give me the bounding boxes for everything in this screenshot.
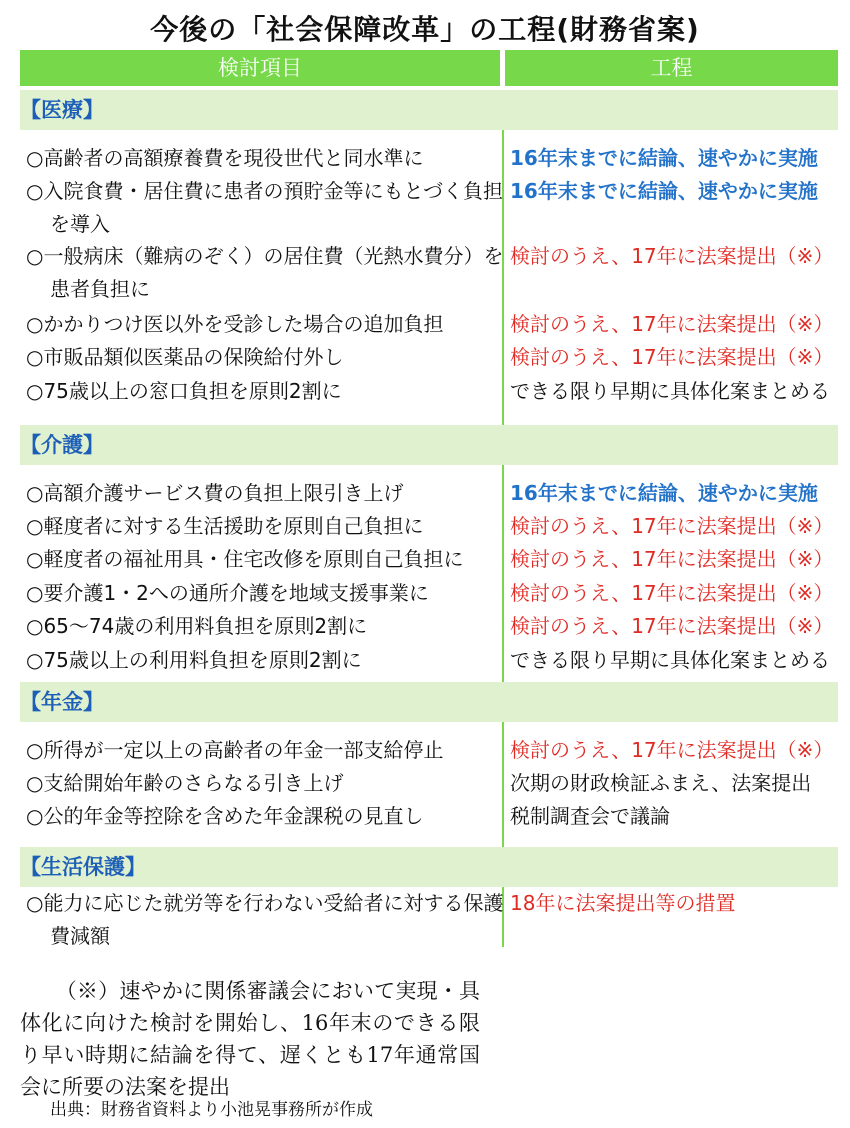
item-text: ○軽度者に対する生活援助を原則自己負担に [26, 514, 424, 538]
schedule-text: 18年に法案提出等の措置 [510, 891, 736, 915]
schedule-text: 検討のうえ、17年に法案提出（※） [510, 345, 834, 369]
schedule-text: できる限り早期に具体化案まとめる [510, 648, 830, 672]
item-text: ○市販品類似医薬品の保険給付外し [26, 345, 344, 369]
header-schedule: 工程 [505, 50, 838, 86]
item-text: ○軽度者の福祉用具・住宅改修を原則自己負担に [26, 547, 464, 571]
item-text: ○75歳以上の利用料負担を原則2割に [26, 648, 362, 672]
item-text: ○高額介護サービス費の負担上限引き上げ [26, 481, 404, 505]
item-text: ○公的年金等控除を含めた年金課税の見直し [26, 804, 424, 828]
item-text: ○要介護1・2への通所介護を地域支援事業に [26, 581, 429, 605]
item-text: ○65～74歳の利用料負担を原則2割に [26, 614, 368, 638]
schedule-text: 検討のうえ、17年に法案提出（※） [510, 581, 834, 605]
item-text: ○入院食費・居住費に患者の預貯金等にもとづく負担を導入 [26, 179, 504, 236]
item-text: ○支給開始年齢のさらなる引き上げ [26, 771, 344, 795]
schedule-text: 次期の財政検証ふまえ、法案提出 [510, 771, 812, 795]
item-text: ○かかりつけ医以外を受診した場合の追加負担 [26, 312, 444, 336]
schedule-text: 検討のうえ、17年に法案提出（※） [510, 738, 834, 762]
section-label: 【年金】 [20, 690, 104, 714]
schedule-text: 16年末までに結論、速やかに実施 [510, 146, 818, 170]
section-header [20, 682, 838, 722]
schedule-text: 税制調査会で議論 [510, 804, 670, 828]
schedule-text: 検討のうえ、17年に法案提出（※） [510, 312, 834, 336]
source-credit: 出典：財務省資料より小池晃事務所が作成 [50, 1100, 373, 1120]
item-text: ○能力に応じた就労等を行わない受給者に対する保護費減額 [26, 891, 504, 948]
section-label: 【介護】 [20, 433, 104, 457]
schedule-text: 16年末までに結論、速やかに実施 [510, 481, 818, 505]
page-title: 今後の「社会保障改革」の工程(財務省案) [150, 13, 700, 46]
header-items: 検討項目 [20, 50, 500, 86]
schedule-text: 16年末までに結論、速やかに実施 [510, 179, 818, 203]
item-text: ○75歳以上の窓口負担を原則2割に [26, 379, 342, 403]
section-label: 【医療】 [20, 98, 104, 122]
schedule-text: 検討のうえ、17年に法案提出（※） [510, 514, 834, 538]
schedule-text: できる限り早期に具体化案まとめる [510, 379, 830, 403]
table-header [20, 50, 838, 86]
schedule-text: 検討のうえ、17年に法案提出（※） [510, 547, 834, 571]
footnote-text: （※）速やかに関係審議会において実現・具体化に向けた検討を開始し、16年末のできる限り早い時期に結論を得て、遅くとも17年通常国会に所要の法案を提出 [20, 979, 480, 1099]
footnote [20, 975, 480, 1103]
schedule-text: 検討のうえ、17年に法案提出（※） [510, 244, 834, 268]
section-label: 【生活保護】 [20, 855, 146, 879]
section-header [20, 847, 838, 887]
item-text: ○一般病床（難病のぞく）の居住費（光熱水費分）を患者負担に [26, 244, 504, 301]
section-header [20, 425, 838, 465]
section-header [20, 90, 838, 130]
item-text: ○所得が一定以上の高齢者の年金一部支給停止 [26, 738, 444, 762]
schedule-text: 検討のうえ、17年に法案提出（※） [510, 614, 834, 638]
item-text: ○高齢者の高額療養費を現役世代と同水準に [26, 146, 424, 170]
